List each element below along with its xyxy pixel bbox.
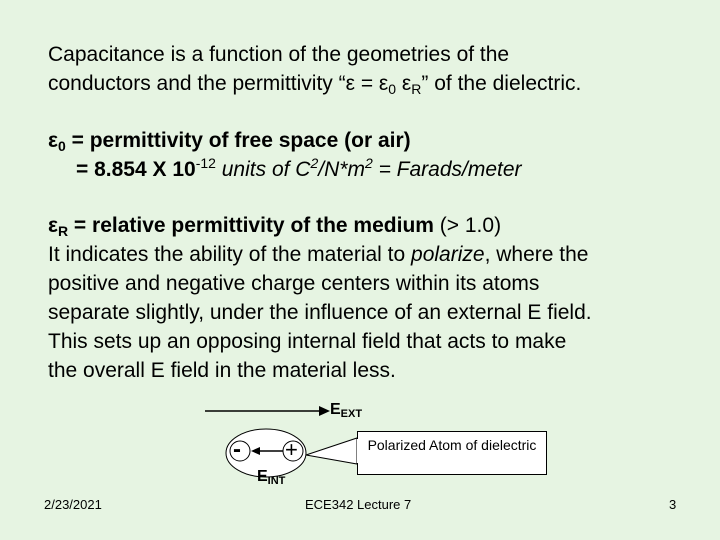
footer-course: ECE342 Lecture 7: [305, 497, 412, 512]
eext-e: E: [330, 401, 341, 418]
callout-joint: [357, 439, 359, 463]
exponent: 2: [310, 155, 319, 171]
polarized-atom-callout: Polarized Atom of dielectric: [357, 431, 547, 475]
epsilon-symbol: ε: [48, 214, 58, 237]
intro-line-1: Capacitance is a function of the geometries of the: [48, 43, 510, 66]
subscript-r: R: [57, 223, 69, 239]
slide-number: 3: [669, 497, 677, 512]
intro-text: conductors and the permittivity “ε = ε: [48, 72, 389, 95]
epsilon-symbol: ε: [48, 129, 58, 152]
epsilonR-text: It indicates the ability of the material to: [48, 243, 412, 266]
subscript-r: R: [411, 81, 422, 97]
intro-text: ε: [396, 72, 412, 95]
exponent: 2: [364, 155, 373, 171]
eext-sub: EXT: [340, 408, 363, 420]
eint-label: [257, 468, 285, 486]
footer-date: 2/23/2021: [44, 497, 102, 512]
epsilonR-line-5: This sets up an opposing internal field that acts to make: [48, 330, 567, 353]
units-text: = Farads/meter: [372, 158, 522, 181]
eint-e: E: [257, 468, 268, 485]
subscript-0: 0: [57, 138, 66, 154]
epsilon0-value: = 8.854 X 10: [76, 158, 196, 181]
epsilonR-line-3: positive and negative charge centers within its atoms: [48, 272, 540, 295]
subscript-0: 0: [388, 81, 397, 97]
eext-arrowhead: [319, 406, 330, 416]
plus-sign: +: [285, 437, 298, 462]
intro-text: ” of the dielectric.: [421, 72, 582, 95]
units-text: units of C: [215, 158, 311, 181]
epsilonR-text: = relative permittivity of the medium: [68, 214, 434, 237]
epsilonR-line-6: the overall E field in the material less.: [48, 359, 396, 382]
epsilonR-line-4: separate slightly, under the influence of an external E field.: [48, 301, 592, 324]
epsilonR-range: (> 1.0): [433, 214, 502, 237]
units-text: /N*m: [318, 158, 365, 181]
eint-sub: INT: [267, 475, 286, 487]
callout-pointer: [306, 438, 357, 464]
eext-label: [330, 401, 362, 419]
polarize-word: polarize: [411, 243, 485, 266]
epsilonR-text: , where the: [484, 243, 589, 266]
epsilon0-text: = permittivity of free space (or air): [65, 129, 411, 152]
exponent: -12: [195, 155, 216, 171]
minus-sign: -: [233, 436, 241, 463]
